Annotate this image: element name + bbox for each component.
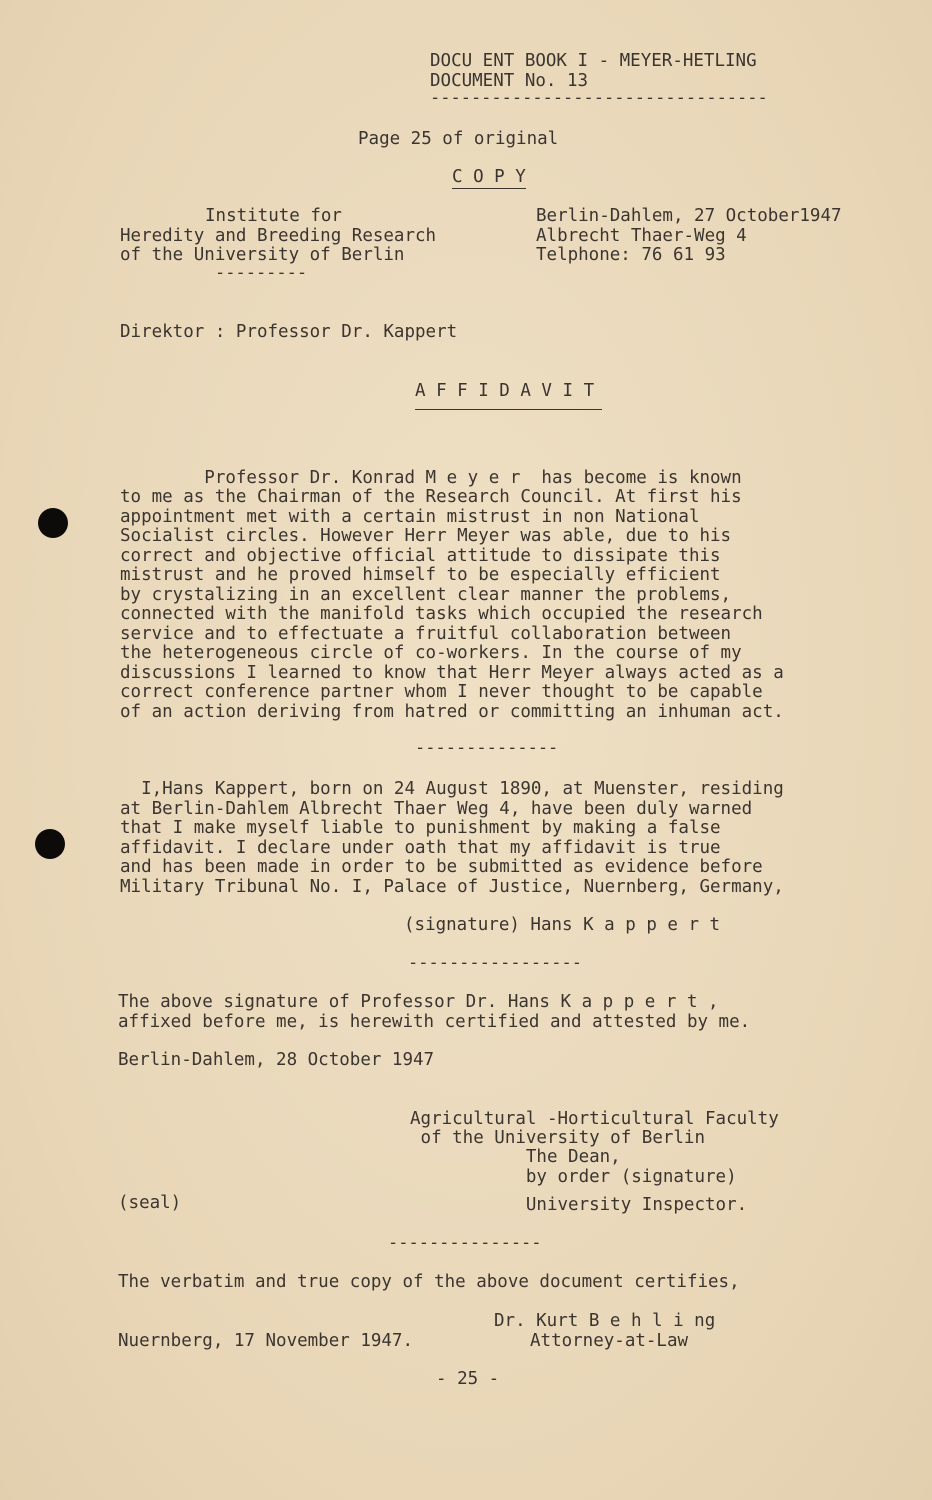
director-line: Direktor : Professor Dr. Kappert [120,322,458,342]
faculty-line: Agricultural -Horticultural Faculty [410,1109,779,1129]
institute-rule: --------- [215,263,308,283]
faculty-line: by order (signature) [410,1167,737,1187]
oath-line: at Berlin-Dahlem Albrecht Thaer Weg 4, have been duly warned [120,799,753,819]
verbatim-line: The verbatim and true copy of the above document certifies, [118,1272,740,1292]
body-line: appointment met with a certain mistrust in non National [120,507,700,527]
body-line: discussions I learned to know that Herr Meyer always acted as a [120,663,784,683]
document-book-heading: DOCU ENT BOOK I - MEYER-HETLING [430,51,757,71]
oath-line: that I make myself liable to punishment by making a false [120,818,721,838]
attorney-title: Attorney-at-Law [530,1331,689,1351]
address-line-3: Telphone: 76 61 93 [536,245,726,265]
institute-line-1: Institute for [205,206,342,226]
page-number: - 25 - [436,1369,500,1389]
body-line: by crystalizing in an excellent clear manner the problems, [120,585,732,605]
institute-line-3: of the University of Berlin [120,245,405,265]
faculty-line: The Dean, [410,1147,621,1167]
address-line-1: Berlin-Dahlem, 27 October1947 [536,206,842,226]
document-number: DOCUMENT No. 13 [430,71,589,91]
attorney-name: Dr. Kurt B e h l i ng [494,1311,716,1331]
body-line: Professor Dr. Konrad M e y e r has become is known [120,468,742,488]
punch-hole [38,508,68,538]
copy-label: C O P Y [452,167,526,187]
address-line-2: Albrecht Thaer-Weg 4 [536,226,747,246]
header-rule: --------------------------------- [430,88,768,108]
institute-line-2: Heredity and Breeding Research [120,226,437,246]
certify-line: The above signature of Professor Dr. Hans K a p p e r t , [118,992,719,1012]
final-place-date: Nuernberg, 17 November 1947. [118,1331,414,1351]
body-line: the heterogeneous circle of co-workers. In the course of my [120,643,742,663]
faculty-line: of the University of Berlin [410,1128,706,1148]
separator: --------------- [388,1233,542,1253]
body-line: correct and objective official attitude to dissipate this [120,546,721,566]
oath-line: and has been made in order to be submitted as evidence before [120,857,763,877]
punch-hole [35,829,65,859]
signature-line: (signature) Hans K a p p e r t [404,915,721,935]
page-of-original: Page 25 of original [358,129,559,149]
body-line: Socialist circles. However Herr Meyer was able, due to his [120,526,732,546]
body-line: service and to effectuate a fruitful collaboration between [120,624,732,644]
oath-line: I,Hans Kappert, born on 24 August 1890, at Muenster, residing [120,779,784,799]
certify-place-date: Berlin-Dahlem, 28 October 1947 [118,1050,435,1070]
faculty-line: University Inspector. [410,1195,748,1215]
body-line: correct conference partner whom I never thought to be capable [120,682,763,702]
oath-line: Military Tribunal No. I, Palace of Justice, Nuernberg, Germany, [120,877,784,897]
separator: -------------- [415,738,559,758]
body-line: mistrust and he proved himself to be especially efficient [120,565,721,585]
oath-line: affidavit. I declare under oath that my affidavit is true [120,838,721,858]
separator: ----------------- [408,953,582,973]
body-line: to me as the Chairman of the Research Council. At first his [120,487,742,507]
body-line: connected with the manifold tasks which occupied the research [120,604,763,624]
seal-label: (seal) [118,1193,182,1213]
certify-line: affixed before me, is herewith certified and attested by me. [118,1012,751,1032]
affidavit-title: A F F I D A V I T [415,382,602,410]
body-line: of an action deriving from hatred or committing an inhuman act. [120,702,784,722]
